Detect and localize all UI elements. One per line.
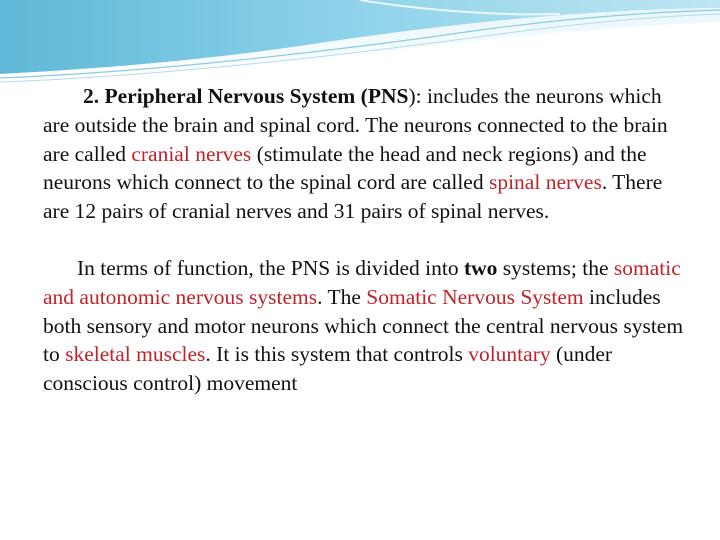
term-somatic-nervous-system: Somatic Nervous System — [366, 284, 584, 309]
emphasis-two: two — [463, 255, 498, 280]
header-swoosh-decoration — [0, 0, 720, 90]
term-voluntary: voluntary — [468, 342, 551, 367]
term-somatic-autonomic: somatic and autonomic nervous systems — [43, 255, 681, 309]
term-spinal-nerves: spinal nerves — [488, 170, 602, 195]
term-skeletal-muscles: skeletal muscles — [65, 342, 206, 367]
paragraph-pns-function: In terms of function, the PNS is divided into two systems; the somatic and autonomic nervous systems. The Somatic Nervous System includes both sensory and motor neurons which connect the central nervous system to skeletal muscles. It is this system that controls voluntary (under conscious control) movement — [43, 255, 684, 396]
paragraph-pns-definition: 2. Peripheral Nervous System (PNS): includes the neurons which are outside the brain and spinal cord. The neurons connected to the brain are called cranial nerves (stimulate the head and neck regions) and the neurons which connect to the spinal cord are called spinal nerves. There are 12 pairs of cranial nerves and 31 pairs of spinal nerves. — [43, 84, 668, 224]
content-area — [43, 82, 693, 398]
term-cranial-nerves: cranial nerves — [131, 141, 252, 166]
pns-heading: 2. Peripheral Nervous System (PNS — [83, 84, 409, 108]
